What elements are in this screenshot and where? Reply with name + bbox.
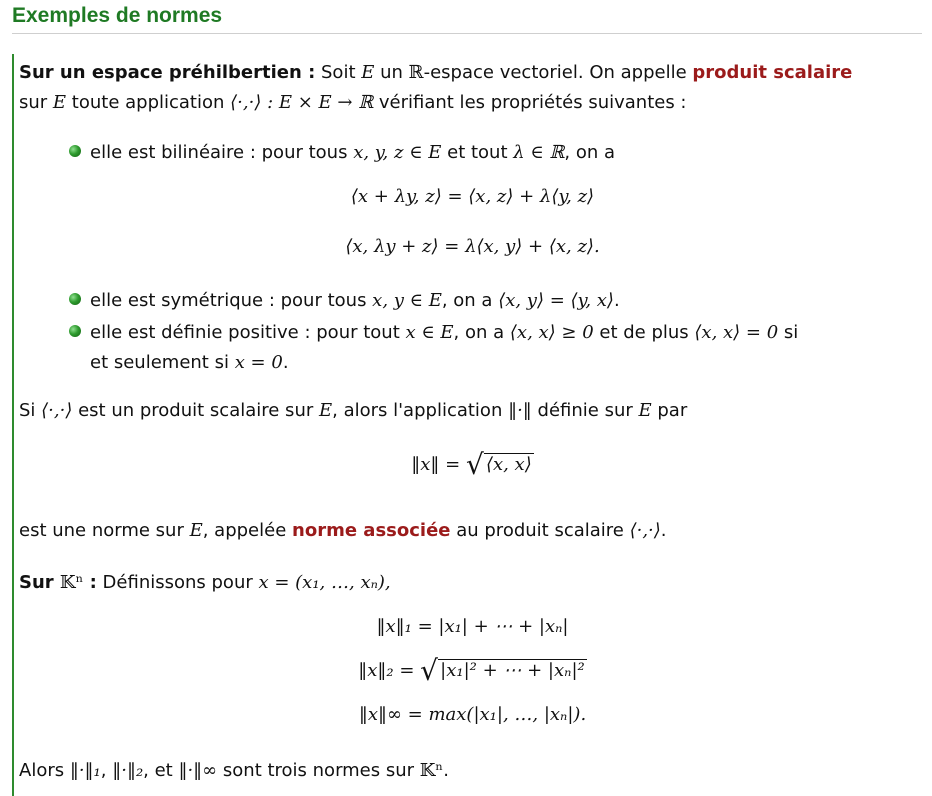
definition-box	[12, 54, 926, 796]
associated-norm-paragraph: est une norme sur E, appelée norme associée au produit scalaire ⟨·,·⟩.	[19, 520, 667, 541]
equation-norm-2: ‖x‖₂ = √ |x₁|² + ⋯ + |xₙ|²	[19, 660, 926, 681]
kn-paragraph: Sur 𝕂ⁿ : Définissons pour x = (x₁, …, xₙ),	[19, 572, 391, 593]
title-divider	[12, 33, 922, 34]
equation-associated-norm: ‖x‖ = √ ⟨x, x⟩	[19, 454, 926, 475]
list-item-symetrique: elle est symétrique : pour tous x, y ∈ E, on a ⟨x, y⟩ = ⟨y, x⟩.	[69, 286, 926, 316]
bullet-icon	[69, 325, 81, 337]
list-item-definie-positive-cont: et seulement si x = 0.	[90, 352, 289, 373]
bullet-icon	[69, 293, 81, 305]
term-produit-scalaire: produit scalaire	[692, 62, 853, 83]
equation-norm-infinity: ‖x‖∞ = max(|x₁|, …, |xₙ|).	[358, 704, 587, 725]
equation-norm-1: ‖x‖₁ = |x₁| + ⋯ + |xₙ|	[376, 616, 569, 637]
conclusion-paragraph: Alors ‖·‖₁, ‖·‖₂, et ‖·‖∞ sont trois normes sur 𝕂ⁿ.	[19, 760, 449, 781]
equation-bilinear-left: ⟨x + λy, z⟩ = ⟨x, z⟩ + λ⟨y, z⟩	[350, 186, 595, 207]
norm-definition-paragraph: Si ⟨·,·⟩ est un produit scalaire sur E, alors l'application ‖·‖ définie sur E par	[19, 400, 688, 421]
bullet-icon	[69, 145, 81, 157]
prehilbert-paragraph: Sur un espace préhilbertien : Soit E un ℝ-espace vectoriel. On appelle produit scalaire sur E toute application ⟨·,·⟩ : E × E → ℝ vérifiant les propriétés suivantes :	[19, 62, 853, 113]
list-item-definie-positive: elle est définie positive : pour tout x ∈ E, on a ⟨x, x⟩ ≥ 0 et de plus ⟨x, x⟩ = 0 si	[69, 318, 926, 348]
equation-bilinear-right: ⟨x, λy + z⟩ = λ⟨x, y⟩ + ⟨x, z⟩.	[345, 236, 600, 257]
list-item-bilineaire: elle est bilinéaire : pour tous x, y, z ∈ E et tout λ ∈ ℝ, on a	[69, 138, 926, 168]
term-norme-associee: norme associée	[292, 520, 451, 541]
prehilbert-lead: Sur un espace préhilbertien :	[19, 62, 316, 83]
section-title: Exemples de normes	[12, 4, 223, 27]
